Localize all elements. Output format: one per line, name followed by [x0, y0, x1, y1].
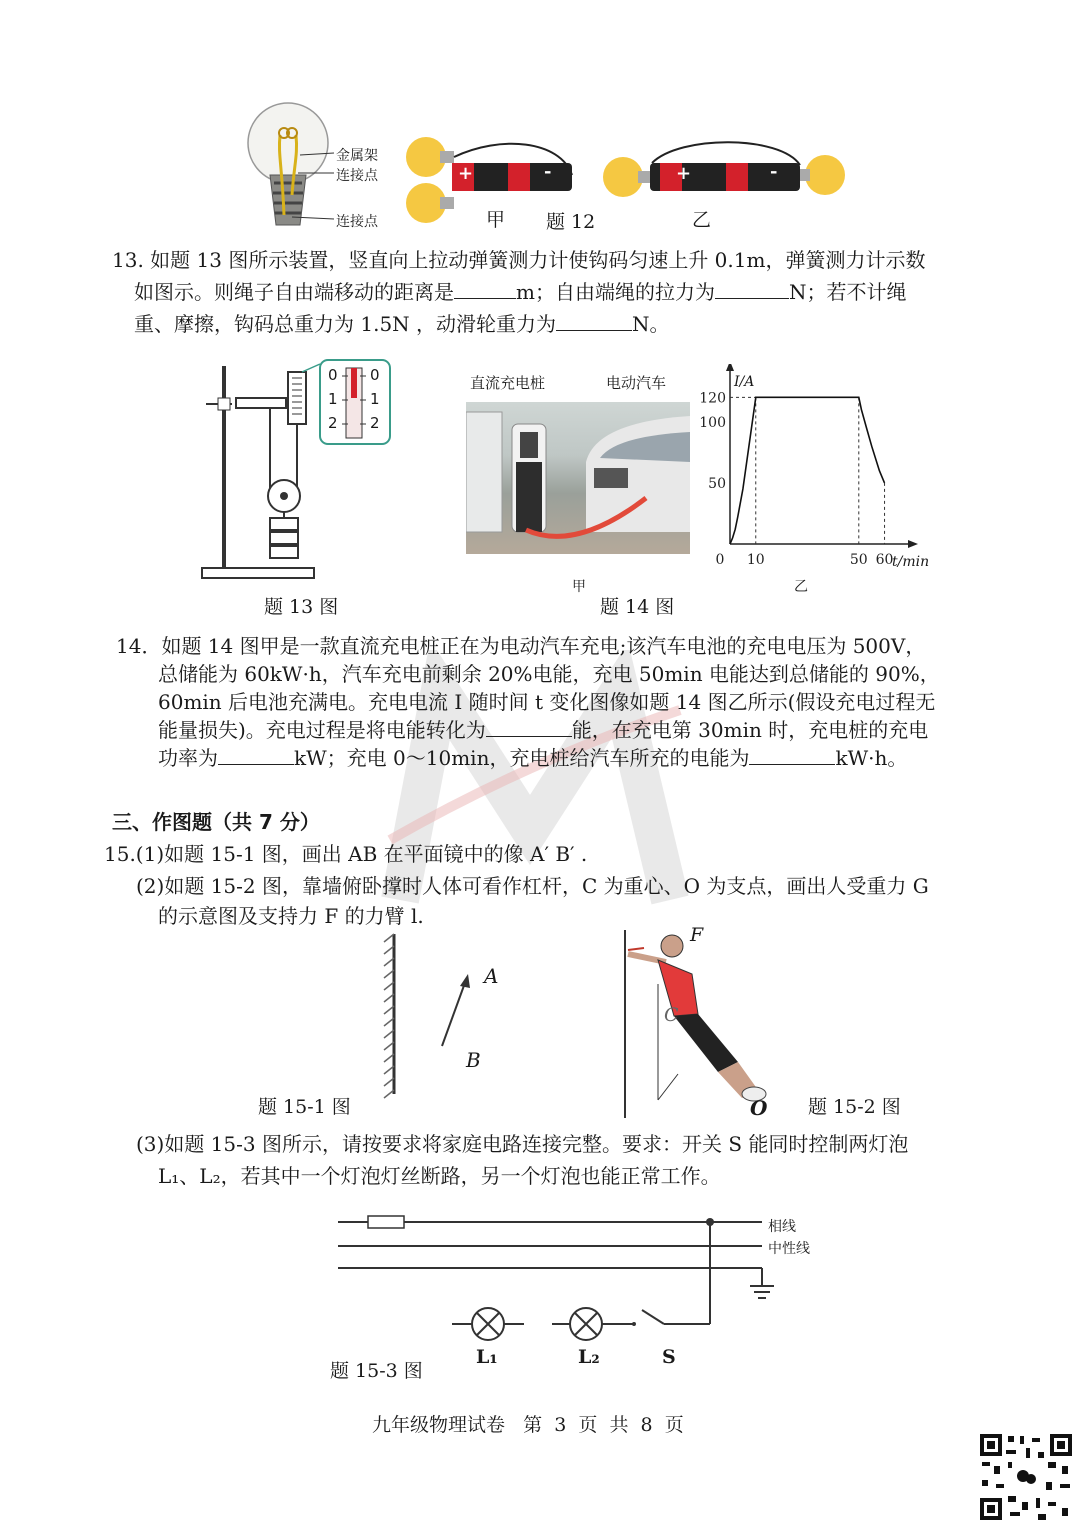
q14-line2: 总储能为 60kW·h，汽车充电前剩余 20%电能，充电 50min 电能达到总储能的 90%， — [158, 662, 940, 686]
bulb-label-contact-1: 连接点 — [336, 168, 378, 184]
spring-scale-left-1: 1 — [328, 390, 338, 408]
current-curve — [730, 397, 885, 544]
y-tick-100: 100 — [700, 414, 726, 431]
graph-ylabel: I/A — [734, 374, 755, 390]
q13-blank-distance[interactable] — [454, 278, 516, 299]
charging-photo — [466, 402, 690, 554]
fig14-caption: 题 14 图 — [600, 596, 675, 618]
x-tick-0: 0 — [715, 552, 725, 568]
neutral-wire-label: 中性线 — [768, 1241, 810, 1257]
y-tick-120: 120 — [700, 390, 726, 407]
section-3-title: 三、作图题（共 7 分） — [112, 810, 320, 834]
graph-sub-label: 乙 — [794, 579, 808, 595]
center-c-label: C — [664, 1004, 679, 1026]
point-a-label: A — [484, 964, 499, 988]
lamp-l2-label: L₂ — [578, 1346, 600, 1368]
fig15-2-caption: 题 15-2 图 — [808, 1096, 901, 1118]
battery-plus-jia: + — [458, 163, 474, 184]
photo-label-charging-pile: 直流充电桩 — [470, 374, 546, 392]
q15-part3-line1: (3)如题 15-3 图所示，请按要求将家庭电路连接完整。要求：开关 S 能同时控制两灯泡 — [136, 1132, 909, 1156]
q15-part2-line1: (2)如题 15-2 图，靠墙俯卧撑时人体可看作杠杆，C 为重心、O 为支点，画出人受重力 G — [136, 874, 929, 898]
q14-line4: 能量损失)。充电过程是将电能转化为 能，在充电第 30min 时，充电桩的充电 — [158, 718, 929, 742]
photo-sub-label: 甲 — [572, 579, 586, 595]
lamp-l1-label: L₁ — [476, 1346, 498, 1368]
q14-line1: 14．如题 14 图甲是一款直流充电桩正在为电动汽车充电;该汽车电池的充电电压为 500V， — [116, 634, 926, 658]
spring-scale-left-2: 2 — [328, 414, 338, 432]
y-axis-arrow — [726, 364, 734, 371]
q13-line3: 重、摩擦，钩码总重力为 1.5N ，动滑轮重力为 N。 — [134, 312, 670, 336]
x-tick-10: 10 — [746, 552, 765, 568]
qr-code[interactable] — [978, 1432, 1074, 1522]
q15-part1: 15.(1)如题 15-1 图，画出 AB 在平面镜中的像 A′ B′ . — [104, 842, 588, 866]
figure-14-graph — [700, 364, 940, 594]
pushup-drawing — [618, 924, 798, 1120]
force-f-label: F — [690, 924, 704, 946]
fig12-label-yi: 乙 — [692, 209, 712, 231]
spring-scale-right-0: 0 — [370, 366, 380, 384]
fig15-1-caption: 题 15-1 图 — [258, 1096, 351, 1118]
qr-code-drawing — [978, 1432, 1074, 1522]
switch-s-label: S — [662, 1346, 676, 1368]
spring-scale-right-1: 1 — [370, 390, 380, 408]
q13-blank-force[interactable] — [715, 278, 789, 299]
spring-scale-left-0: 0 — [328, 366, 338, 384]
q15-part3-line2: L₁、L₂，若其中一个灯泡灯丝断路，另一个灯泡也能正常工作。 — [158, 1164, 721, 1188]
y-tick-50: 50 — [708, 475, 726, 492]
graph-xlabel: t/min — [892, 554, 930, 570]
q13-blank-pulley-weight[interactable] — [556, 310, 632, 331]
mirror-drawing — [380, 930, 520, 1100]
q14-line5: 功率为 kW；充电 0～10min，充电桩给汽车所充的电能为 kW·h。 — [158, 746, 908, 770]
spring-scale-right-2: 2 — [370, 414, 380, 432]
pivot-o-label: O — [750, 1096, 768, 1120]
fig13-caption: 题 13 图 — [264, 596, 339, 618]
figure-14-photo — [466, 368, 690, 554]
fig15-3-caption: 题 15-3 图 — [330, 1360, 423, 1382]
figure-13 — [196, 358, 396, 583]
q14-blank-energy-form[interactable] — [486, 716, 572, 737]
bulb-label-metal-frame: 金属架 — [336, 148, 378, 164]
figure-13-drawing — [196, 358, 396, 583]
figure-15-1 — [380, 930, 520, 1100]
figure-15-3 — [334, 1206, 834, 1376]
page-footer: 九年级物理试卷 第 3 页 共 8 页 — [372, 1414, 684, 1436]
point-b-label: B — [466, 1048, 481, 1072]
q14-blank-energy[interactable] — [749, 744, 835, 765]
q13-line1: 13. 如题 13 图所示装置，竖直向上拉动弹簧测力计使钩码匀速上升 0.1m，弹簧测力计示数 — [112, 248, 926, 272]
q13-line2: 如图示。则绳子自由端移动的距离是 m；自由端绳的拉力为 N；若不计绳 — [134, 280, 907, 304]
photo-label-electric-car: 电动汽车 — [606, 374, 667, 392]
battery-minus-yi: - — [770, 161, 778, 182]
x-tick-50: 50 — [849, 552, 868, 568]
figure-12 — [240, 95, 860, 240]
q15-part2-line2: 的示意图及支持力 F 的力臂 l. — [158, 904, 424, 928]
figure-15-2 — [618, 924, 798, 1120]
fig12-caption: 题 12 — [546, 211, 596, 233]
q14-blank-power[interactable] — [218, 744, 294, 765]
charging-photo-drawing — [466, 402, 690, 554]
battery-plus-yi: + — [676, 163, 692, 184]
bulb-label-contact-2: 连接点 — [336, 214, 378, 230]
live-wire-label: 相线 — [768, 1219, 796, 1235]
q14-line3: 60min 后电池充满电。充电电流 I 随时间 t 变化图像如题 14 图乙所示(假设充电过程无 — [158, 690, 936, 714]
fig12-label-jia: 甲 — [486, 209, 506, 231]
x-axis-arrow — [908, 540, 918, 548]
battery-minus-jia: - — [544, 161, 552, 182]
x-tick-60: 60 — [875, 552, 894, 568]
